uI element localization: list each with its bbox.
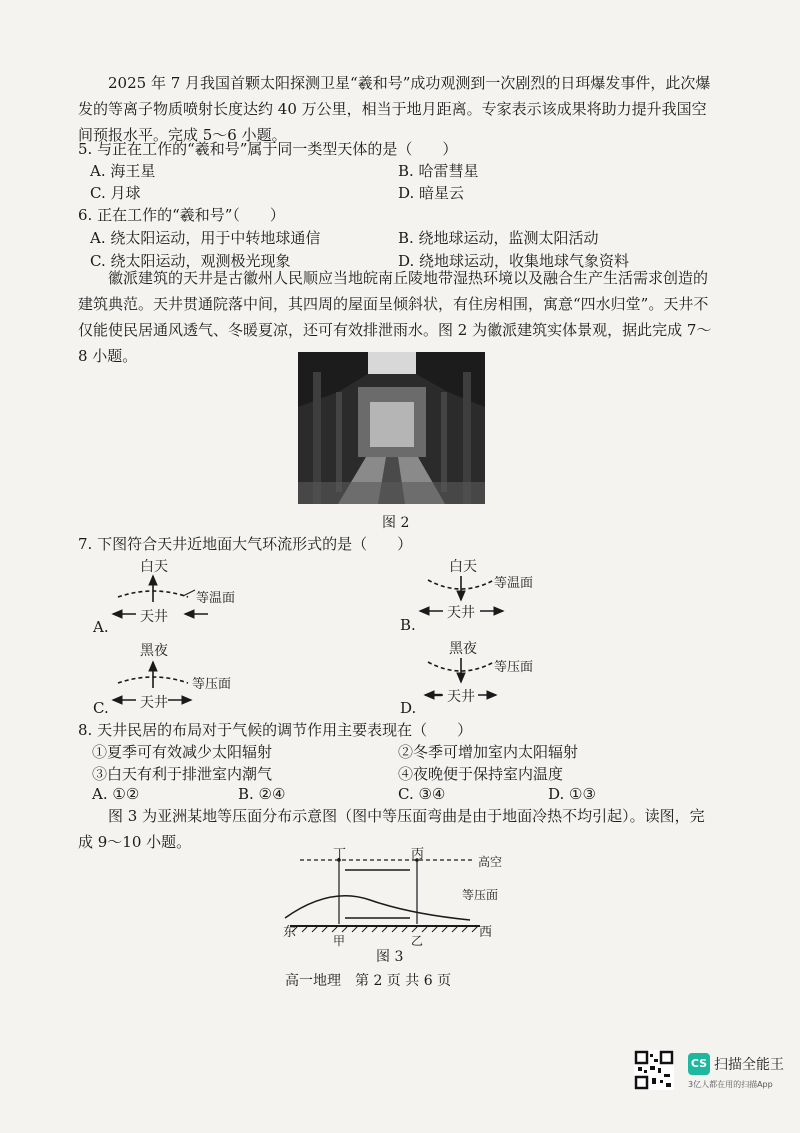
q5-option-d: D. 暗星云: [398, 184, 465, 202]
q7-option-b: B.: [400, 616, 416, 634]
q7b-tianjing: 天井: [447, 605, 475, 621]
fig3-xi: 西: [479, 925, 493, 940]
q5-option-c: C. 月球: [90, 184, 141, 202]
scanner-app-name: 扫描全能王: [714, 1057, 784, 1073]
q7a-time: 白天: [140, 559, 168, 575]
q6-option-c: C. 绕太阳运动，观测极光现象: [90, 252, 291, 270]
fig3-yi: 乙: [411, 934, 424, 948]
intro-7-8: 徽派建筑的天井是古徽州人民顺应当地皖南丘陵地带湿热环境以及融合生产生活需求创造的建筑典范。天井贯通院落中间，其四周的屋面呈倾斜状，有住房相围，寓意“四水归堂”。天井不仅能使民居通风透气、冬暖夏凉，还可有效排泄雨水。图 2 为徽派建筑实体景观，据此完成 7～8 小题。: [78, 269, 712, 365]
q7-option-a: A.: [93, 618, 109, 636]
fig2-caption: 图 2: [382, 515, 410, 531]
fig3-caption: 图 3: [376, 949, 404, 965]
q8-option-d: D. ①③: [548, 785, 596, 803]
scanner-logo-icon: CS: [688, 1053, 710, 1075]
q6-stem: 6. 正在工作的“羲和号”（ ）: [78, 206, 285, 224]
q8-option-c: C. ③④: [398, 785, 446, 803]
q7c-time: 黑夜: [140, 643, 168, 659]
q8-statement-4: ④夜晚便于保持室内温度: [398, 765, 564, 783]
q8-option-b: B. ②④: [238, 785, 286, 803]
q8-statement-2: ②冬季可增加室内太阳辐射: [398, 743, 579, 761]
fig3-jia: 甲: [333, 934, 346, 948]
intro-5-6: 2025 年 7 月我国首颗太阳探测卫星“羲和号”成功观测到一次剧烈的日珥爆发事件，此次爆发的等离子物质喷射长度达约 40 万公里，相当于地月距离。专家表示该成果将助力提升我国空间预报水平。完成 5～6 小题。: [78, 74, 711, 144]
q5-stem: 5. 与正在工作的“羲和号”属于同一类型天体的是（ ）: [78, 140, 458, 158]
intro-9-10: 图 3 为亚洲某地等压面分布示意图（图中等压面弯曲是由于地面冷热不均引起）。读图，完成 9～10 小题。: [78, 807, 705, 851]
q8-statement-3: ③白天有利于排泄室内潮气: [92, 765, 273, 783]
q7-option-c: C.: [93, 699, 109, 717]
fig3-dong: 东: [283, 925, 297, 940]
q7c-surface: 等压面: [192, 677, 232, 692]
qr-code-icon: [634, 1050, 674, 1090]
scanner-tagline: 3亿人都在用的扫描App: [688, 1080, 773, 1089]
q7b-surface: 等温面: [494, 576, 534, 591]
q7c-tianjing: 天井: [140, 695, 168, 711]
fig3-dengyamian: 等压面: [462, 888, 499, 902]
page-footer: 高一地理 第 2 页 共 6 页: [285, 973, 452, 989]
q6-option-d: D. 绕地球运动，收集地球气象资料: [398, 252, 630, 270]
fig3-bing: 丙: [411, 847, 425, 862]
q5-option-b: B. 哈雷彗星: [398, 162, 479, 180]
fig3-gaokong: 高空: [478, 855, 503, 869]
q8-statement-1: ①夏季可有效减少太阳辐射: [92, 743, 273, 761]
q8-option-a: A. ①②: [92, 785, 140, 803]
q7a-tianjing: 天井: [140, 609, 168, 625]
q6-option-a: A. 绕太阳运动，用于中转地球通信: [90, 229, 321, 247]
q6-option-b: B. 绕地球运动，监测太阳活动: [398, 229, 599, 247]
q5-option-a: A. 海王星: [90, 162, 156, 180]
q7d-surface: 等压面: [494, 660, 534, 675]
q8-stem: 8. 天井民居的布局对于气候的调节作用主要表现在（ ）: [78, 721, 473, 739]
q7b-time: 白天: [449, 559, 477, 575]
q7d-time: 黑夜: [449, 641, 477, 657]
fig3-ding: 丁: [333, 847, 347, 862]
q7-stem: 7. 下图符合天井近地面大气环流形式的是（ ）: [78, 535, 413, 553]
q7a-surface: 等温面: [196, 591, 236, 606]
q7-option-d: D.: [400, 699, 417, 717]
q7d-tianjing: 天井: [447, 689, 475, 705]
